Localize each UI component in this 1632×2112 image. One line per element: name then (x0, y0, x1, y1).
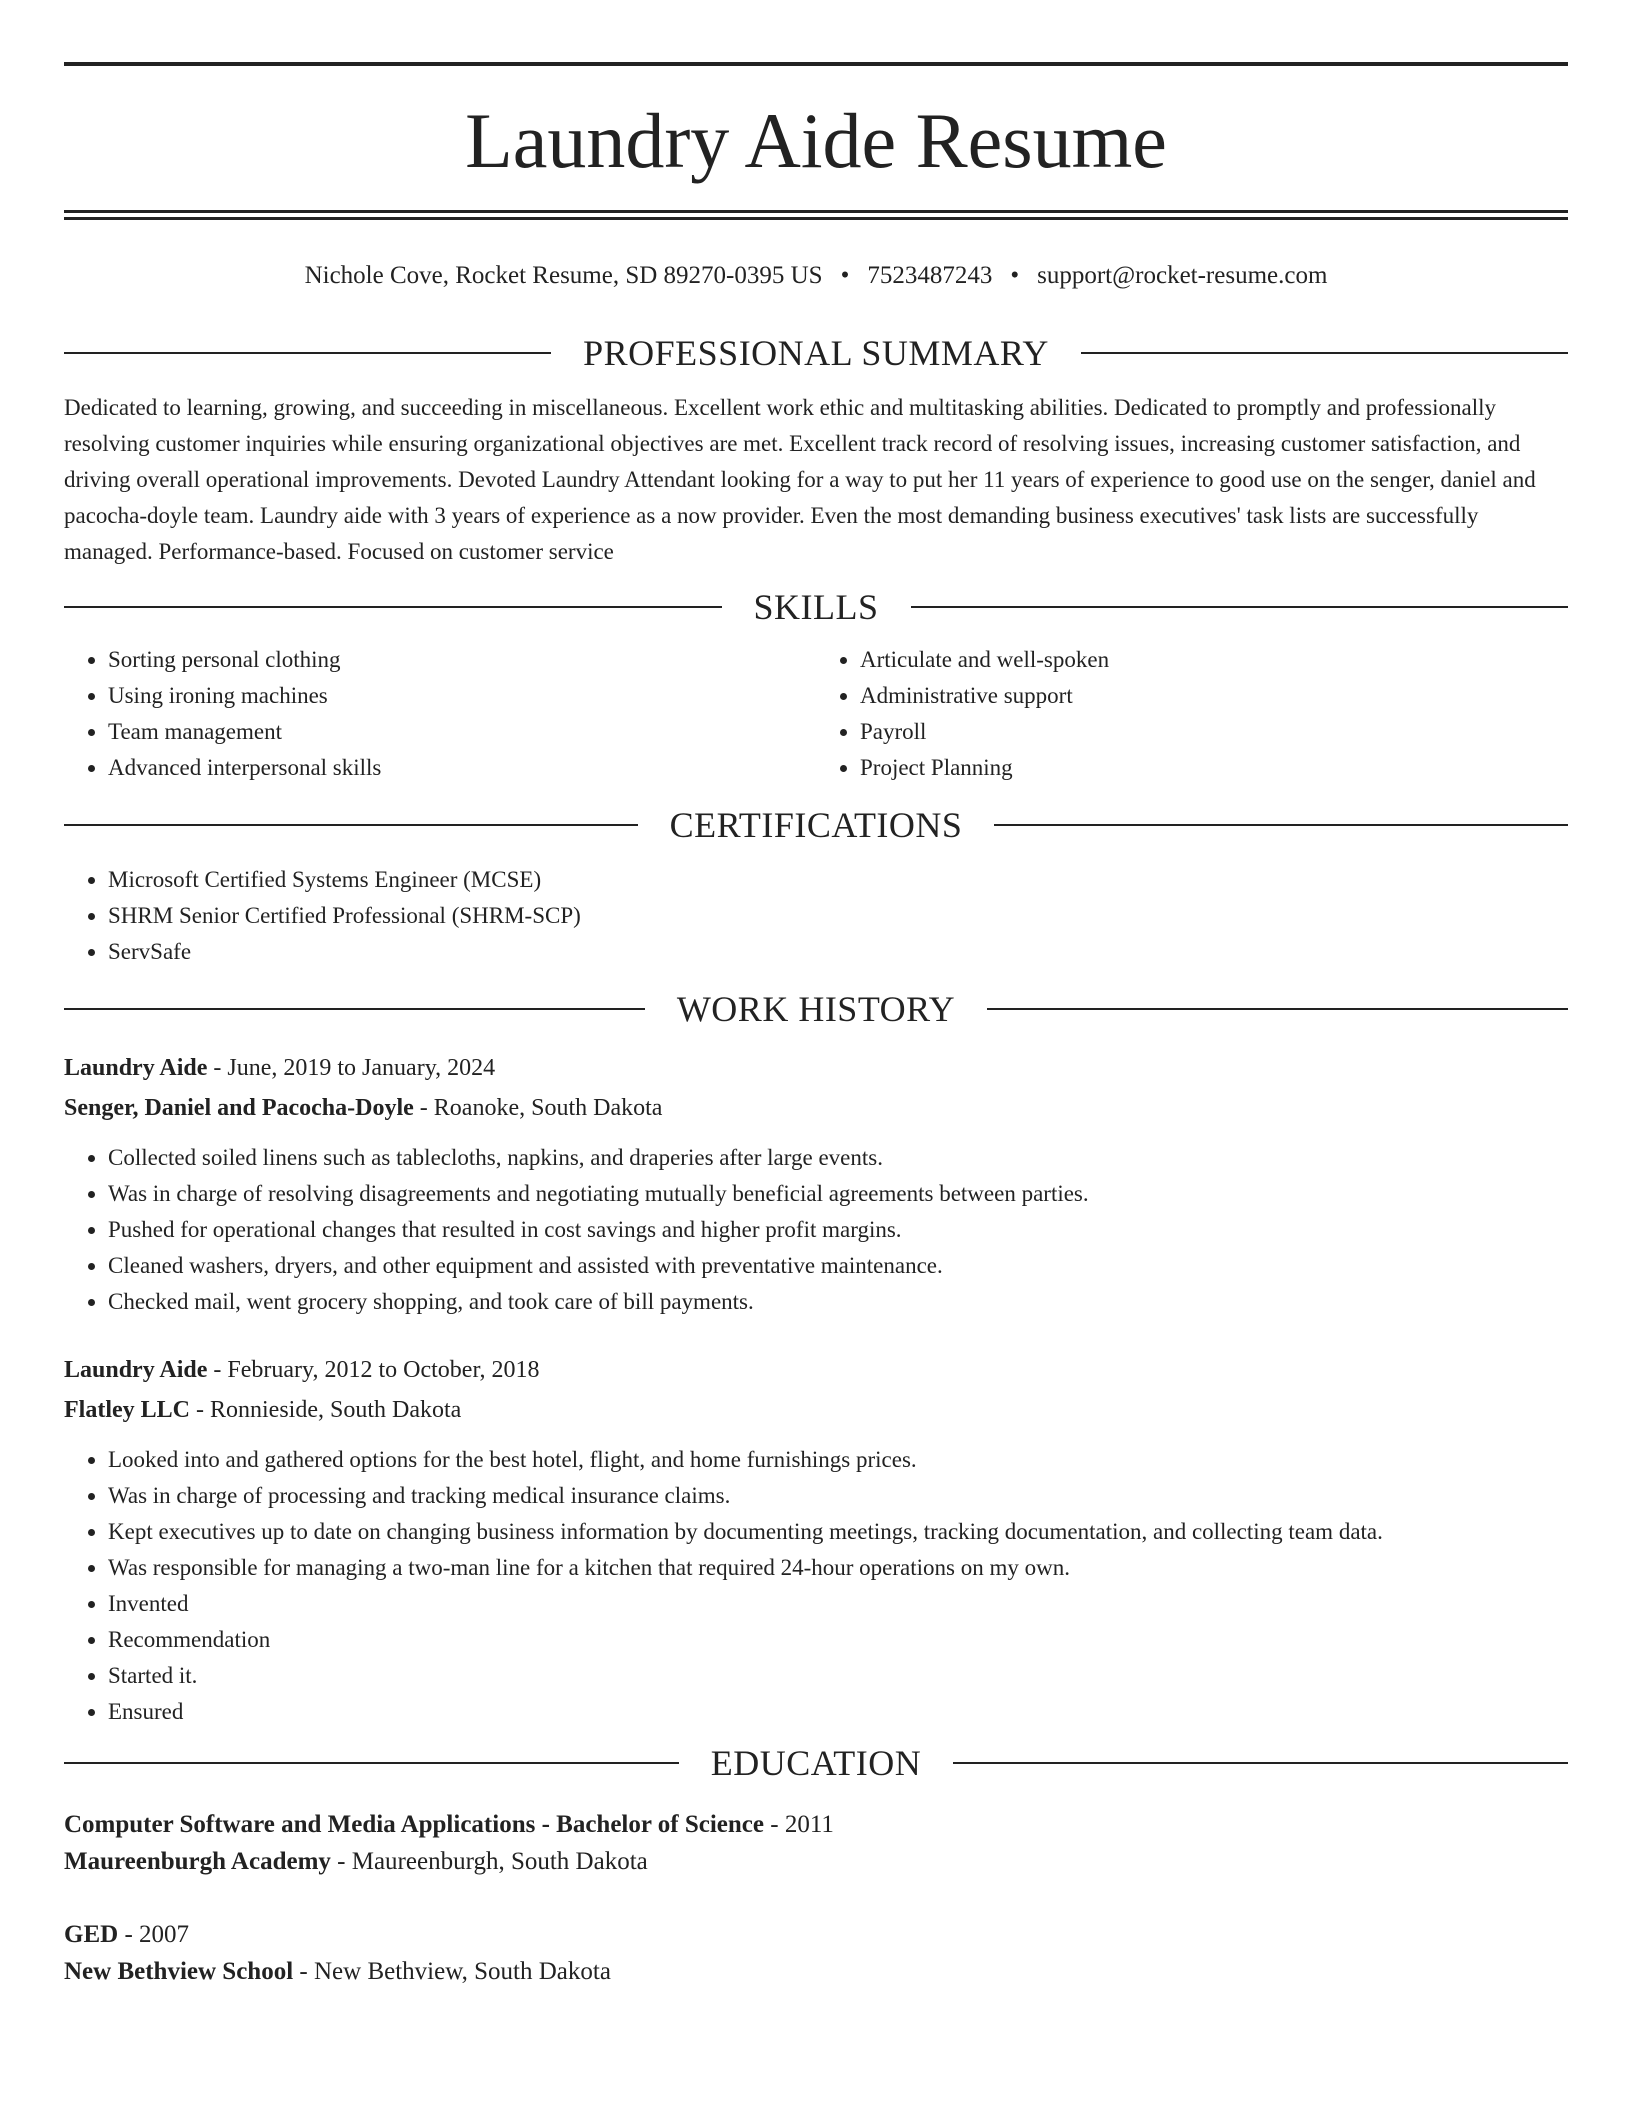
dash: - (196, 1397, 204, 1423)
job-bullet: • Collected soiled linens such as tablecloths, napkins, and draperies after large events. (108, 1140, 1568, 1176)
job-location: Roanoke, South Dakota (433, 1095, 663, 1121)
summary-section-header (64, 326, 1568, 380)
education-entry (64, 1916, 1568, 1990)
job-entry (64, 1350, 1568, 1730)
dash: - (337, 1848, 346, 1875)
skill-item: • Payroll (860, 714, 1568, 750)
job-bullet: • Looked into and gathered options for the best hotel, flight, and home furnishings prices. (108, 1442, 1568, 1478)
contact-line (64, 256, 1568, 296)
job-title: Laundry Aide (64, 1357, 208, 1383)
summary-text: Dedicated to learning, growing, and succeeding in miscellaneous. Excellent work ethic and multitasking abilities. Dedicated to promptly and professionally resolving customer inquiries while ensuring organizational objectives are met. Excellent track record of resolving issues, increasing customer satisfaction, and driving overall operational improvements. Devoted Laundry Attendant looking for a way to put her 11 years of experience to good use on the senger, daniel and pacocha-doyle team. Laundry aide with 3 years of experience as a now provider. Even the most demanding business executives' task lists are successfully managed. Performance-based. Focused on customer service (64, 395, 1536, 564)
job-company-line (64, 1088, 1568, 1128)
education-year: 2011 (784, 1811, 834, 1838)
section-rule (64, 606, 722, 608)
skill-item: • Articulate and well-spoken (860, 642, 1568, 678)
dash: - (299, 1958, 308, 1985)
education-degree-line (64, 1806, 1568, 1843)
section-rule (987, 1008, 1568, 1010)
section-title-education: EDUCATION (710, 1743, 922, 1783)
education-year: 2007 (139, 1921, 190, 1948)
skill-item: • Using ironing machines (108, 678, 816, 714)
contact-separator: • (840, 262, 850, 289)
job-dates: February, 2012 to October, 2018 (227, 1357, 540, 1383)
job-bullet: • Was responsible for managing a two-man line for a kitchen that required 24-hour operations on my own. (108, 1550, 1568, 1586)
job-company: Flatley LLC (64, 1397, 190, 1423)
section-rule (64, 1008, 645, 1010)
job-bullets (64, 1442, 1568, 1730)
job-company-line (64, 1390, 1568, 1430)
education-school-line (64, 1843, 1568, 1880)
section-rule (64, 824, 638, 826)
education-location: Maureenburgh, South Dakota (351, 1848, 648, 1875)
certifications-section-header (64, 798, 1568, 852)
job-location: Ronnieside, South Dakota (210, 1397, 462, 1423)
skill-item: • Sorting personal clothing (108, 642, 816, 678)
skill-item: • Project Planning (860, 750, 1568, 786)
section-rule (1081, 352, 1568, 354)
certifications-list (64, 862, 1568, 970)
job-bullets (64, 1140, 1568, 1320)
certification-item: • SHRM Senior Certified Professional (SHRM-SCP) (108, 898, 1568, 934)
skills-list-left (64, 642, 816, 786)
education-school: New Bethview School (64, 1958, 294, 1985)
job-bullet: • Recommendation (108, 1622, 1568, 1658)
section-title-skills: SKILLS (753, 587, 879, 627)
job-entry (64, 1048, 1568, 1320)
certification-item: • ServSafe (108, 934, 1568, 970)
skill-item: • Administrative support (860, 678, 1568, 714)
contact-separator: • (1010, 262, 1020, 289)
section-rule (64, 1762, 679, 1764)
skill-item: • Team management (108, 714, 816, 750)
section-title-summary: PROFESSIONAL SUMMARY (583, 333, 1049, 373)
section-title-work: WORK HISTORY (676, 989, 956, 1029)
section-rule (994, 824, 1568, 826)
job-bullet: • Checked mail, went grocery shopping, and took care of bill payments. (108, 1284, 1568, 1320)
contact-email: support@rocket-resume.com (1037, 262, 1328, 289)
skills-grid (64, 642, 1568, 786)
dash: - (419, 1095, 428, 1121)
section-rule (911, 606, 1569, 608)
title-double-rule (64, 210, 1568, 220)
contact-phone: 7523487243 (867, 262, 993, 289)
job-company: Senger, Daniel and Pacocha-Doyle (64, 1095, 414, 1121)
dash: - (770, 1811, 779, 1838)
job-bullet: • Started it. (108, 1658, 1568, 1694)
dash: - (124, 1921, 133, 1948)
education-entry (64, 1806, 1568, 1880)
job-bullet: • Was in charge of processing and tracking medical insurance claims. (108, 1478, 1568, 1514)
education-school: Maureenburgh Academy (64, 1848, 331, 1875)
contact-address: Nichole Cove, Rocket Resume, SD 89270-0395 US (304, 262, 823, 289)
dash: - (213, 1055, 222, 1081)
job-bullet: • Was in charge of resolving disagreements and negotiating mutually beneficial agreements between parties. (108, 1176, 1568, 1212)
certification-item: • Microsoft Certified Systems Engineer (MCSE) (108, 862, 1568, 898)
education-degree: GED (64, 1921, 119, 1948)
section-title-certifications: CERTIFICATIONS (669, 805, 963, 845)
skills-list-right (816, 642, 1568, 786)
job-title-line (64, 1048, 1568, 1088)
page-title: Laundry Aide Resume (465, 97, 1167, 184)
education-degree: Computer Software and Media Applications - Bachelor of Science (64, 1811, 764, 1838)
job-title-line (64, 1350, 1568, 1390)
section-rule (953, 1762, 1568, 1764)
job-bullet: • Pushed for operational changes that resulted in cost savings and higher profit margins. (108, 1212, 1568, 1248)
top-rule (64, 62, 1568, 66)
skill-item: • Advanced interpersonal skills (108, 750, 816, 786)
job-bullet: • Ensured (108, 1694, 1568, 1730)
job-bullet: • Invented (108, 1586, 1568, 1622)
education-degree-line (64, 1916, 1568, 1953)
job-title: Laundry Aide (64, 1055, 208, 1081)
job-dates: June, 2019 to January, 2024 (227, 1055, 496, 1081)
skills-section-header (64, 580, 1568, 634)
work-section-header (64, 982, 1568, 1036)
education-location: New Bethview, South Dakota (313, 1958, 611, 1985)
job-bullet: • Cleaned washers, dryers, and other equipment and assisted with preventative maintenance. (108, 1248, 1568, 1284)
dash: - (213, 1357, 222, 1383)
education-school-line (64, 1953, 1568, 1990)
section-rule (64, 352, 551, 354)
education-section-header (64, 1736, 1568, 1790)
job-bullet: • Kept executives up to date on changing business information by documenting meetings, tracking documentation, and collecting team data. (108, 1514, 1568, 1550)
